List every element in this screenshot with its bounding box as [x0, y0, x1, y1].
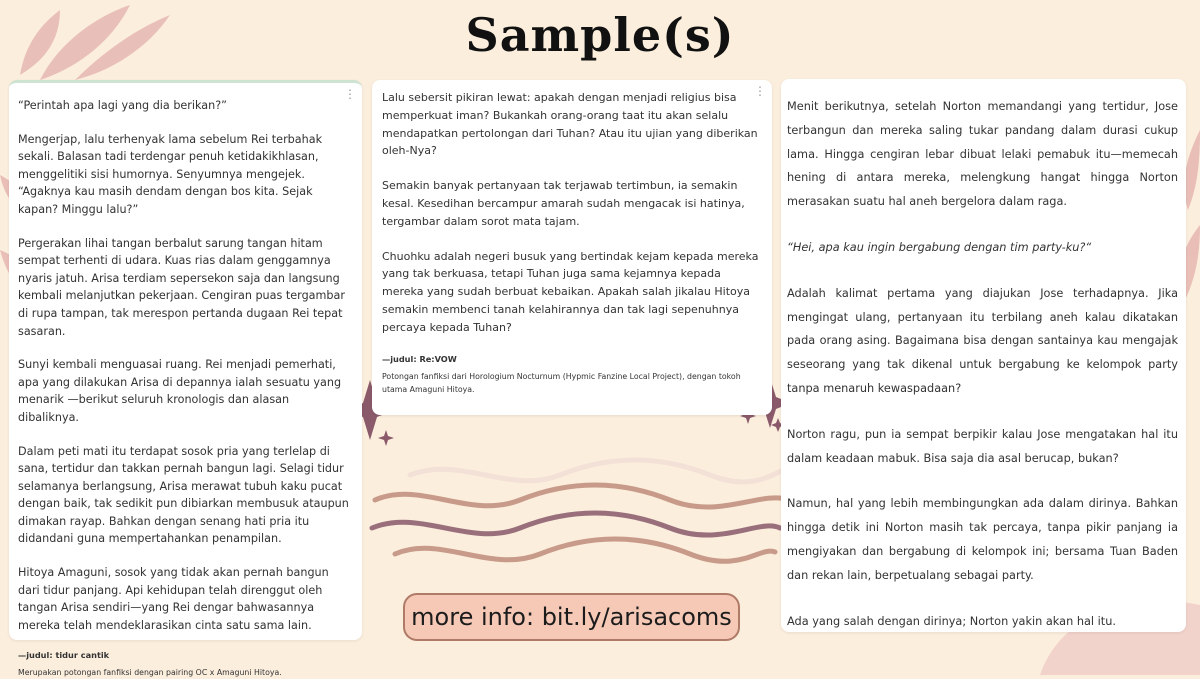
paragraph: Lalu sebersit pikiran lewat: apakah dengan menjadi religius bisa memperkuat iman? Bukankah orang-orang taat itu akan selalu mendapatkan pertolongan dari Tuhan? Atau itu ujian yang diberikan oleh-Nya?: [382, 91, 758, 158]
sample-card-3: [781, 79, 1186, 632]
sample-card-2: [372, 80, 772, 415]
paragraph: Mengerjap, lalu terhenyak lama sebelum Rei terbahak sekali. Balasan tadi terdengar penuh ketidakikhlasan, menggelitiki sisi humornya. Senyumnya mengejek. “Agaknya kau masih dendam dengan bos kita. Sejak kapan? Minggu lalu?”: [18, 132, 323, 216]
paragraph: Ada yang salah dengan dirinya; Norton yakin akan hal itu.: [787, 614, 1116, 628]
source-title: —judul: Re:VOW: [382, 353, 457, 364]
paragraph: “Perintah apa lagi yang dia berikan?”: [18, 99, 227, 112]
more-info-link[interactable]: more info: bit.ly/arisacoms: [403, 593, 740, 641]
more-options-icon[interactable]: ⋮: [754, 84, 766, 98]
source-description: Potongan fanfiksi dari Horologium Nocturnum (Hypmic Fanzine Local Project), dengan tokoh utama Amaguni Hitoya.: [382, 371, 741, 394]
more-options-icon[interactable]: ⋮: [344, 87, 356, 101]
paragraph: Dalam peti mati itu terdapat sosok pria yang terlelap di sana, tertidur dan takkan pernah bangun lagi. Selagi tidur selamanya berlangsung, Arisa merawat tubuh kaku pucat dengan baik, tak sedikit pun dibiarkan membusuk ataupun dimakan rayap. Bahkan dengan senang hati pria itu didandani guna mempertahankan penampilan.: [18, 444, 349, 546]
paragraph: Chuohku adalah negeri busuk yang bertindak kejam kepada mereka yang tak berkuasa, tetapi Tuhan juga sama kejamnya kepada mereka yang sudah berbuat kebaikan. Apakah salah jikalau Hitoya semakin membenci tanah kelahirannya dan tak lagi sepenuhnya percaya kepada Tuhan?: [382, 249, 759, 334]
paragraph: Sunyi kembali menguasai ruang. Rei menjadi pemerhati, apa yang dilakukan Arisa di depannya ialah sesuatu yang menarik —berikut seluruh kronologis dan alasan dibaliknya.: [18, 358, 342, 424]
source-description: Merupakan potongan fanfiksi dengan pairing OC x Amaguni Hitoya.: [18, 668, 282, 678]
dialogue-line: “Hei, apa kau ingin bergabung dengan tim party-ku?“: [787, 240, 1092, 254]
paragraph: Menit berikutnya, setelah Norton memandangi yang tertidur, Jose terbangun dan mereka saling tukar pandang dalam durasi cukup lama. Hingga cengiran lebar dibuat lelaki pemabuk itu—memecah hening di antara mereka, melengkung hangat hingga Norton merasakan suatu hal aneh bergelora dalam raga.: [787, 100, 1178, 209]
paragraph: Adalah kalimat pertama yang diajukan Jose terhadapnya. Jika mengingat ulang, pertanyaan itu terbilang aneh kalau dikatakan pada orang asing. Bagaimana bisa dengan santainya kau mengajak seseorang yang tak dikenal untuk bergabung ke kelompok party tanpa menaruh kewaspadaan?: [787, 286, 1178, 395]
paragraph: Namun, hal yang lebih membingungkan ada dalam dirinya. Bahkan hingga detik ini Norton masih tak percaya, tanpa pikir panjang ia mengiyakan dan bergabung di kelompok ini; bersama Tuan Baden dan rekan lain, berpetualang sebagai party.: [787, 497, 1178, 582]
paragraph: Hitoya Amaguni, sosok yang tidak akan pernah bangun dari tidur panjang. Api kehidupan telah direnggut oleh tangan Arisa sendiri—yang Rei dengar bahwasannya mereka telah mendeklarasikan cinta satu sama lain.: [18, 566, 329, 632]
paragraph: Semakin banyak pertanyaan tak terjawab tertimbun, ia semakin kesal. Kesedihan bercampur amarah sudah mengacak isi hatinya, tergambar dalam sorot mata tajam.: [382, 179, 745, 228]
sample-card-1: [9, 80, 362, 678]
source-title: —judul: tidur cantik: [18, 650, 110, 661]
page-title: Sample(s): [465, 8, 735, 62]
paragraph: Pergerakan lihai tangan berbalut sarung tangan hitam sempat terhenti di udara. Kuas rias dalam genggamnya nyaris jatuh. Arisa terdiam sepersekon saja dan langsung kembali melanjutkan pekerjaan. Cengiran puas tergambar di rupa tampan, tak merespon pertanda dugaan Rei tepat sasaran.: [18, 236, 345, 338]
paragraph: Norton ragu, pun ia sempat berpikir kalau Jose mengatakan hal itu dalam keadaan mabuk. Bisa saja dia asal berucap, bukan?: [787, 427, 1178, 465]
wave-decoration: [372, 460, 790, 561]
